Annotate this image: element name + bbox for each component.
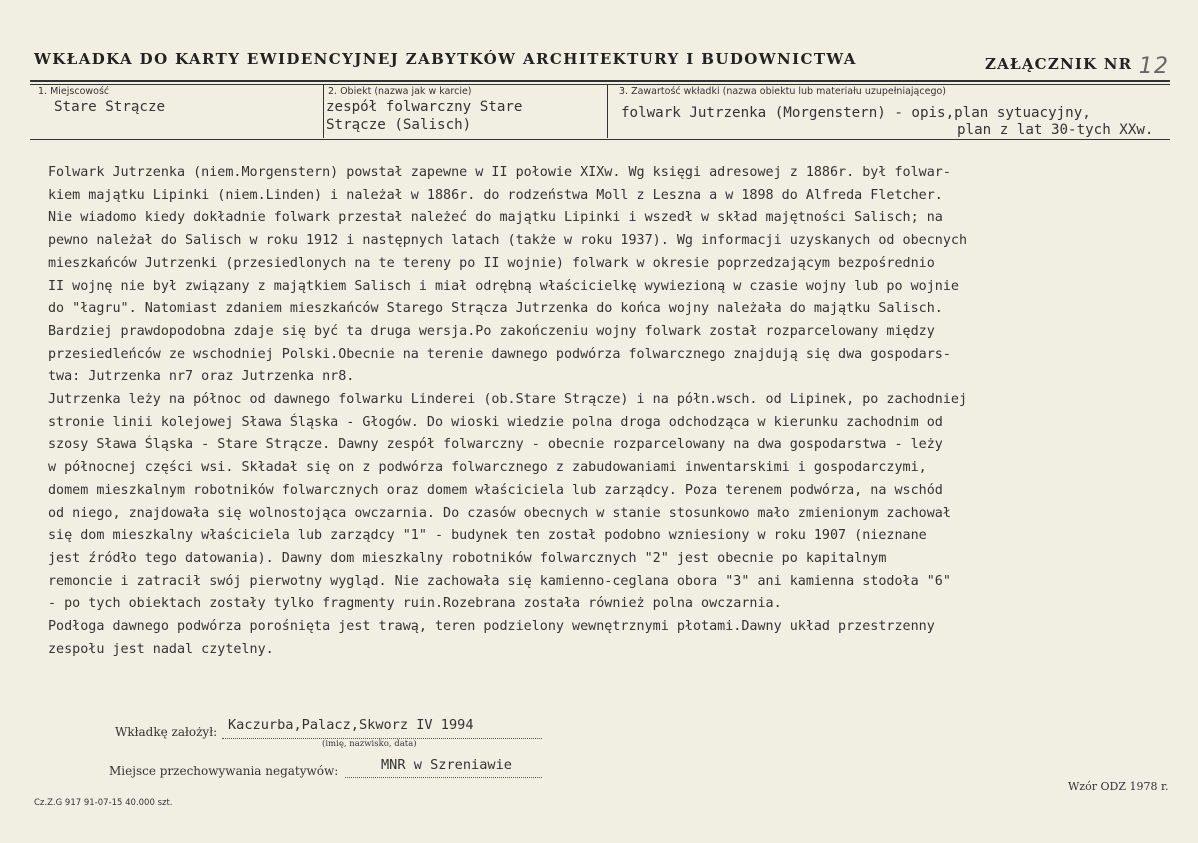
object-value-line-1: zespół folwarczny Stare xyxy=(326,99,523,115)
text-line: mieszkańców Jutrzenki (przesiedlonych na te tereny po II wojnie) folwark w okresie poprzedzającym bezpośrednio xyxy=(48,255,935,271)
contents-value-line-1: folwark Jutrzenka (Morgenstern) - opis,plan sytuacyjny, xyxy=(621,105,1091,121)
text-line: pewno należał do Salisch w roku 1912 i następnych latach (także w roku 1937). Wg informacji uzyskanych od obecnych xyxy=(48,233,968,249)
text-line: II wojnę nie był związany z majątkiem Salisch i miał odrębną właścicielkę wywiezioną w czasie wojny lub po wojnie xyxy=(48,278,959,294)
column-divider-2 xyxy=(607,84,608,138)
contents-value-line-2: plan z lat 30-tych XXw. xyxy=(957,122,1154,138)
text-line: szosy Sława Śląska - Stare Strącze. Dawny zespół folwarczny - obecnie rozparcelowany na dwa gospodarstwa - leży xyxy=(48,437,943,453)
text-line: Jutrzenka leży na północ od dawnego folwarku Linderei (ob.Stare Strącze) i na półn.wsch. od Lipinek, po zachodniej xyxy=(48,392,968,408)
text-line: do "łagru". Natomiast zdaniem mieszkańców Starego Strącza Jutrzenka do końca wojny należała do majątku Salisch. xyxy=(48,301,943,317)
author-hint: (imię, nazwisko, data) xyxy=(322,739,417,749)
text-line: jest źródło tego datowania). Dawny dom mieszkalny robotników folwarcznych "2" jest obecnie po kapitalnym xyxy=(48,550,887,566)
attachment-number-label xyxy=(985,50,1170,79)
text-line: kiem majątku Lipinki (niem.Linden) i należał w 1886r. do rodzeństwa Moll z Leszna a w 1898 do Alfreda Fletcher. xyxy=(48,187,943,203)
header-rule xyxy=(30,80,1170,82)
text-line: Bardziej prawdopodobna zdaje się być ta druga wersja.Po zakończeniu wojny folwark został rozparcelowany między xyxy=(48,323,935,339)
text-line: przesiedleńców ze wschodniej Polski.Obecnie na terenie dawnego podwórza folwarcznego znajdują się dwa gospodars- xyxy=(48,346,951,362)
contents-label: 3. Zawartość wkładki (nazwa obiektu lub materiału uzupełniającego) xyxy=(619,86,946,97)
text-line: zespołu jest nadal czytelny. xyxy=(48,641,274,657)
object-label: 2. Obiekt (nazwa jak w karcie) xyxy=(328,86,472,97)
locality-value: Stare Strącze xyxy=(54,99,166,115)
text-line: Nie wiadomo kiedy dokładnie folwark przestał należeć do majątku Lipinki i wszedł w skład majętności Salisch; na xyxy=(48,210,943,226)
text-line: w północnej części wsi. Składał się on z podwórza folwarcznego z zabudowaniami inwentarskimi i gospodarczymi, xyxy=(48,460,927,476)
form-code: Wzór ODZ 1978 r. xyxy=(1068,780,1169,793)
storage-label: Miejsce przechowywania negatywów: xyxy=(109,764,339,778)
storage-value: MNR w Szreniawie xyxy=(381,757,512,773)
text-line: Folwark Jutrzenka (niem.Morgenstern) powstał zapewne w II połowie XIXw. Wg księgi adresowej z 1886r. był folwar- xyxy=(48,165,951,180)
text-line: od niego, znajdowała się wolnostojąca owczarnia. Do czasów obecnych w stanie stosunkowo mało zmienionym zachował xyxy=(48,505,951,521)
text-line: remoncie i zatracił swój pierwotny wygląd. Nie zachowała się kamienno-ceglana obora "3" ani kamienna stodoła "6" xyxy=(48,573,951,589)
card-title: WKŁADKA DO KARTY EWIDENCYJNEJ ZABYTKÓW ARCHITEKTURY I BUDOWNICTWA xyxy=(34,50,857,68)
description-text xyxy=(48,162,1198,661)
attachment-label-text: ZAŁĄCZNIK NR xyxy=(985,55,1133,73)
author-label: Wkładkę założył: xyxy=(115,725,218,739)
author-value: Kaczurba,Palacz,Skworz IV 1994 xyxy=(228,717,474,733)
text-line: twa: Jutrzenka nr7 oraz Jutrzenka nr8. xyxy=(48,369,355,385)
text-line: się dom mieszkalny właściciela lub zarządcy "1" - budynek ten został podobno wzniesiony w roku 1907 (nieznane xyxy=(48,528,927,544)
storage-dotted-line xyxy=(345,777,542,778)
text-line: - po tych obiektach zostały tylko fragmenty ruin.Rozebrana została również polna owczarnia. xyxy=(48,596,782,612)
attachment-number: 12 xyxy=(1138,54,1170,79)
print-info: Cz.Z.G 917 91-07-15 40.000 szt. xyxy=(34,798,173,808)
object-value-line-2: Strącze (Salisch) xyxy=(326,117,472,133)
text-line: domem mieszkalnym robotników folwarcznych oraz domem właściciela lub zarządcy. Poza terenem podwórza, na wschód xyxy=(48,482,943,498)
text-line: Podłoga dawnego podwórza porośnięta jest trawą, teren podzielony wewnętrznymi płotami.Dawny układ przestrzenny xyxy=(48,619,935,635)
column-divider-1 xyxy=(323,84,324,138)
text-line: stronie linii kolejowej Sława Śląska - Głogów. Do wioski wiedzie polna droga odchodząca w kierunku zachodnim od xyxy=(48,414,943,430)
locality-label: 1. Miejscowość xyxy=(38,86,110,97)
